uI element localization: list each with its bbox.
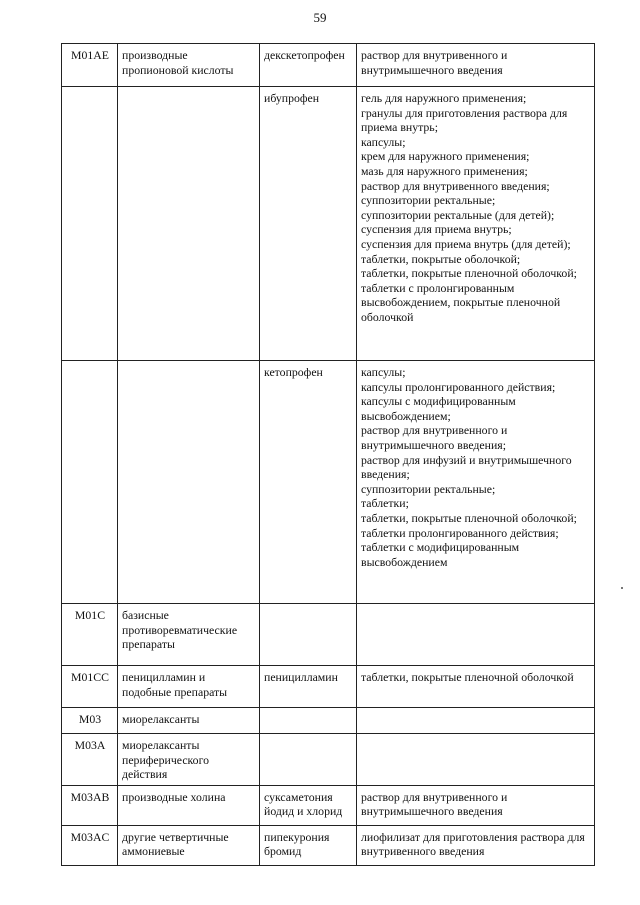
dosage-forms-cell (357, 708, 595, 734)
dosage-form-item: суспензия для приема внутрь; (361, 222, 512, 237)
group-name-cell: миорелаксанты (118, 708, 260, 734)
atc-code-cell: M01AE (62, 44, 118, 87)
atc-code-cell: M03 (62, 708, 118, 734)
dosage-form-item: гранулы для приготовления раствора для приема внутрь; (361, 105, 568, 135)
drug-name-cell (260, 708, 357, 734)
dosage-form-item: капсулы; (361, 134, 406, 149)
atc-code-cell: M03AB (62, 785, 118, 825)
drug-name-cell: декскетопрофен (260, 44, 357, 87)
dosage-form-item: таблетки пролонгированного действия; (361, 525, 559, 540)
group-name-cell: производные пропионовой кислоты (118, 44, 260, 87)
dosage-form-item: капсулы; (361, 365, 406, 379)
table-row (62, 604, 595, 666)
dosage-form-item: таблетки, покрытые пленочной оболочкой (361, 670, 574, 684)
dosage-form-item: суспензия для приема внутрь (для детей); (361, 236, 571, 251)
dosage-form-item: раствор для внутривенного и внутримышечного введения (361, 48, 508, 77)
dosage-form-item: таблетки с модифицированным высвобождением (361, 540, 520, 569)
table-row (62, 87, 595, 361)
scan-speck (621, 587, 623, 589)
dosage-form-item: мазь для наружного применения; (361, 163, 528, 178)
dosage-form-item: таблетки с пролонгированным высвобождением, покрытые пленочной оболочкой (361, 280, 561, 324)
group-name-cell: пеницилламин и подобные препараты (118, 666, 260, 708)
dosage-forms-cell (357, 825, 595, 865)
group-name-cell: базисные противоревматические препараты (118, 604, 260, 666)
dosage-form-item: раствор для внутривенного и внутримышечного введения; (361, 423, 508, 452)
table-row (62, 666, 595, 708)
dosage-form-item: суппозитории ректальные; (361, 193, 496, 208)
dosage-form-item: таблетки; (361, 496, 409, 511)
table-row (62, 825, 595, 865)
table-body (62, 44, 595, 866)
atc-code-cell: M01CC (62, 666, 118, 708)
drug-name-cell: суксаметония йодид и хлорид (260, 785, 357, 825)
table-row (62, 734, 595, 786)
dosage-form-item: таблетки, покрытые пленочной оболочкой; (361, 266, 577, 281)
dosage-form-item: капсулы с модифицированным высвобождением; (361, 394, 516, 423)
drug-name-cell: пеницилламин (260, 666, 357, 708)
group-name-cell (118, 87, 260, 361)
dosage-form-item: суппозитории ректальные; (361, 481, 496, 496)
atc-code-cell: M03AC (62, 825, 118, 865)
drug-name-cell (260, 734, 357, 786)
drug-classification-table (61, 43, 595, 866)
dosage-forms-cell (357, 734, 595, 786)
table-row (62, 785, 595, 825)
page-number: 59 (313, 10, 327, 25)
dosage-form-item: гель для наружного применения; (361, 91, 527, 105)
drug-name-cell: кетопрофен (260, 361, 357, 604)
dosage-forms-cell (357, 361, 595, 604)
atc-code-cell: M03A (62, 734, 118, 786)
dosage-form-item: таблетки, покрытые пленочной оболочкой; (361, 510, 577, 525)
dosage-forms-cell (357, 785, 595, 825)
table-row (62, 361, 595, 604)
drug-name-cell: пипекурония бромид (260, 825, 357, 865)
dosage-form-item: раствор для внутривенного и внутримышечного введения (361, 789, 508, 819)
dosage-form-item: суппозитории ректальные (для детей); (361, 207, 555, 222)
dosage-forms-cell (357, 604, 595, 666)
dosage-form-item: раствор для инфузий и внутримышечного введения; (361, 452, 572, 482)
atc-code-cell (62, 361, 118, 604)
dosage-forms-cell (357, 666, 595, 708)
group-name-cell (118, 361, 260, 604)
table-row (62, 44, 595, 87)
dosage-form-item: таблетки, покрытые оболочкой; (361, 251, 521, 266)
group-name-cell: миорелаксанты периферического действия (118, 734, 260, 786)
dosage-form-item: лиофилизат для приготовления раствора для внутривенного введения (361, 829, 585, 859)
atc-code-cell (62, 87, 118, 361)
dosage-forms-cell (357, 87, 595, 361)
dosage-forms-cell (357, 44, 595, 87)
table-row (62, 708, 595, 734)
group-name-cell: производные холина (118, 785, 260, 825)
atc-code-cell: M01C (62, 604, 118, 666)
dosage-form-item: крем для наружного применения; (361, 149, 530, 164)
drug-name-cell (260, 604, 357, 666)
group-name-cell: другие четвертичные аммониевые (118, 825, 260, 865)
dosage-form-item: капсулы пролонгированного действия; (361, 379, 556, 394)
dosage-form-item: раствор для внутривенного введения; (361, 178, 550, 193)
drug-name-cell: ибупрофен (260, 87, 357, 361)
